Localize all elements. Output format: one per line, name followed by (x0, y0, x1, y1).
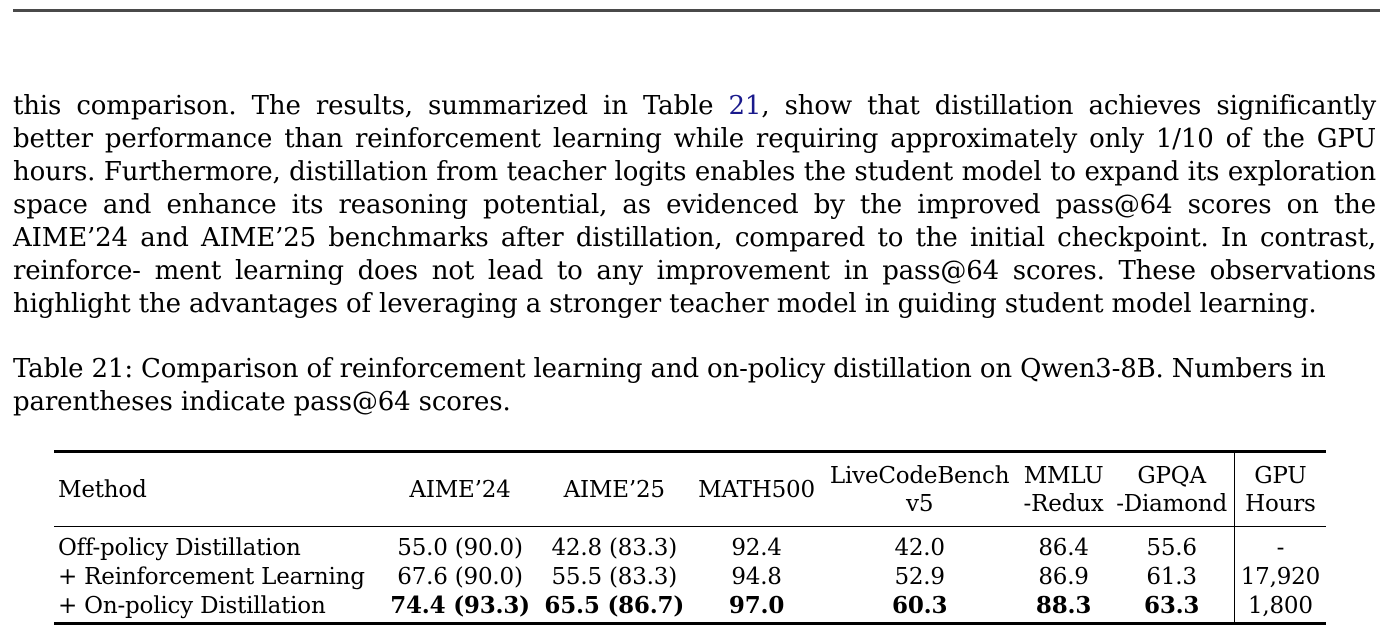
cell-livecodebench: 42.0 (894, 534, 945, 561)
cell-math500: 94.8 (731, 563, 782, 590)
table-row (54, 562, 1326, 591)
cell-aime25: 42.8 (83.3) (551, 534, 677, 561)
caption-line-1: Table 21: Comparison of reinforcement learning and on-policy distillation on Qwen3-8B. Numbers in (13, 354, 1326, 384)
cell-gpqa-diamond: 63.3 (1144, 591, 1200, 619)
top-horizontal-rule (13, 9, 1380, 12)
table-header-row (54, 452, 1326, 527)
header-livecodebench: LiveCodeBench v5 (829, 463, 1010, 517)
results-table (54, 450, 1326, 625)
para-line-1: this comparison. The results, summarized in Table 21, show that distillation achieves significantly better (13, 91, 1376, 154)
table-row (54, 591, 1326, 624)
cell-math500: 97.0 (728, 591, 785, 619)
cell-mmlu-redux: 86.9 (1038, 563, 1089, 590)
table-reference-link[interactable]: 21 (728, 91, 762, 121)
cell-mmlu-redux: 86.4 (1038, 534, 1089, 561)
cell-method: + Reinforcement Learning (58, 563, 365, 590)
header-gpu-hours: GPU Hours (1234, 452, 1326, 527)
cell-gpqa-diamond: 61.3 (1146, 563, 1197, 590)
cell-aime25: 65.5 (86.7) (544, 591, 685, 619)
body-paragraph (13, 90, 1376, 321)
cell-mmlu-redux: 88.3 (1035, 591, 1092, 619)
header-aime25: AIME’25 (563, 477, 665, 503)
para-line-6: ment learning does not lead to any improvement in pass@64 scores. These observations highlight the (13, 256, 1376, 319)
header-gpqa-diamond: GPQA -Diamond (1116, 463, 1228, 517)
cell-gpu-hours: 1,800 (1234, 591, 1326, 624)
cell-aime24: 74.4 (93.3) (390, 591, 530, 619)
cell-method: + On-policy Distillation (58, 592, 326, 619)
cell-aime24: 55.0 (90.0) (397, 534, 523, 561)
para-line-2: performance than reinforcement learning while requiring approximately only 1/10 of the GPU hours. (13, 124, 1376, 187)
caption-line-2: parentheses indicate pass@64 scores. (13, 387, 511, 417)
cell-gpu-hours: 17,920 (1234, 562, 1326, 591)
para-line-5: and AIME’25 benchmarks after distillation, compared to the initial checkpoint. In contrast, reinforce- (13, 223, 1376, 286)
cell-livecodebench: 60.3 (892, 591, 948, 619)
cell-gpqa-diamond: 55.6 (1146, 534, 1197, 561)
para-line-3: Furthermore, distillation from teacher logits enables the student model to expand its exploration space (13, 157, 1376, 220)
header-aime24: AIME’24 (409, 477, 511, 503)
cell-gpu-hours: - (1234, 527, 1326, 563)
cell-method: Off-policy Distillation (58, 534, 301, 561)
para-line-7: advantages of leveraging a stronger teacher model in guiding student model learning. (188, 289, 1317, 319)
cell-livecodebench: 52.9 (894, 563, 945, 590)
para-line-4: and enhance its reasoning potential, as evidenced by the improved pass@64 scores on the AIME’24 (13, 190, 1376, 253)
cell-aime24: 67.6 (90.0) (397, 563, 523, 590)
table-row (54, 527, 1326, 563)
cell-aime25: 55.5 (83.3) (551, 563, 677, 590)
table-caption (13, 353, 1376, 419)
header-method: Method (58, 477, 147, 503)
cell-math500: 92.4 (731, 534, 782, 561)
header-math500: MATH500 (698, 477, 815, 503)
header-mmlu-redux: MMLU -Redux (1023, 463, 1104, 517)
